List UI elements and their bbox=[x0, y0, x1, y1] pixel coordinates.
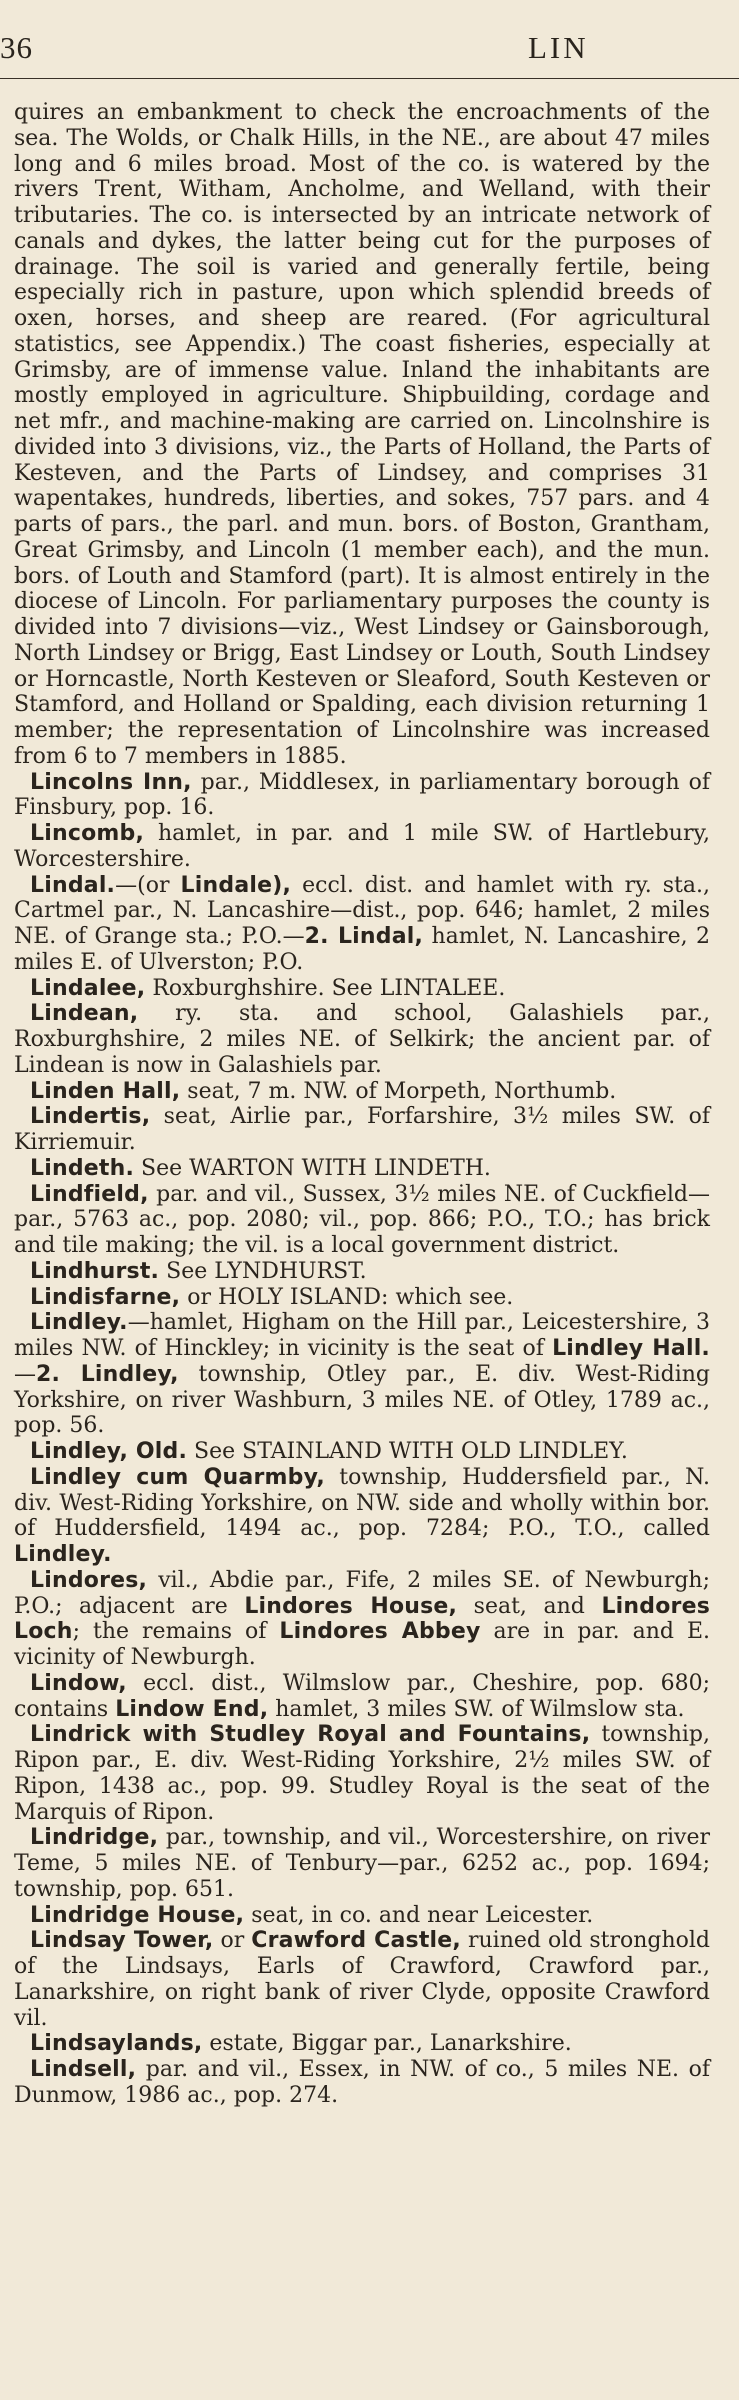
entry-text: —(or bbox=[115, 872, 181, 898]
entry-headword: Lindridge, bbox=[30, 1825, 159, 1851]
entry-text: hamlet, N. Lancashire, 2 miles E. of Ulverston; P.O. bbox=[14, 924, 710, 975]
entry-text: par., Middlesex, in parliamentary borough of Finsbury, pop. 16. bbox=[14, 769, 710, 821]
entry-headword: Lindhurst. bbox=[30, 1258, 160, 1284]
entry-text: —hamlet, Higham on the Hill par., Leicestershire, 3 miles NW. of Hinckley; in vicinity is the seat of bbox=[14, 1310, 710, 1361]
gazetteer-entry bbox=[14, 1568, 710, 1671]
running-head: LIN bbox=[528, 30, 589, 65]
entry-headword: Lindley Hall. bbox=[552, 1336, 710, 1361]
gazetteer-entry bbox=[14, 1259, 710, 1285]
entry-headword: Lindfield, bbox=[30, 1181, 149, 1207]
entry-text: vil., Abdie par., Fife, 2 miles SE. of Newburgh; P.O.; adjacent are bbox=[14, 1567, 710, 1619]
entry-headword: Lindores House, bbox=[244, 1593, 458, 1619]
entry-text: seat, 7 m. NW. of Morpeth, Northumb. bbox=[180, 1078, 617, 1104]
gazetteer-entry bbox=[14, 1903, 710, 1929]
entry-headword: Lindisfarne, bbox=[30, 1284, 181, 1310]
entry-text: ruined old stronghold of the Lindsays, Earls of Crawford, Crawford par., Lanarkshire, on right bank of river Clyde, opposite Crawford vil. bbox=[14, 1928, 711, 2031]
entry-text: eccl. dist. and hamlet with ry. sta., Cartmel par., N. Lancashire—dist., pop. 646; hamlet, 2 miles NE. of Grange sta.; P.O.— bbox=[14, 872, 710, 949]
entry-text: are in par. and E. vicinity of Newburgh. bbox=[14, 1619, 710, 1670]
entry-text: estate, Biggar par., Lanarkshire. bbox=[202, 2031, 572, 2057]
entry-text: hamlet, in par. and 1 mile SW. of Hartlebury, Worcestershire. bbox=[14, 821, 710, 872]
gazetteer-entry bbox=[14, 1671, 710, 1723]
entry-headword: Lindean, bbox=[30, 1001, 139, 1027]
entry-headword: Lindridge House, bbox=[30, 1902, 245, 1928]
entry-text: See LYNDHURST. bbox=[159, 1258, 367, 1284]
entry-headword: 2. Lindley, bbox=[36, 1361, 179, 1387]
gazetteer-entry bbox=[14, 976, 710, 1002]
entry-text: par. and vil., Sussex, 3½ miles NE. of Cuckfield—par., 5763 ac., pop. 2080; vil., pop. 866; P.O., T.O.; has brick and tile making; the vil. is a local government district. bbox=[14, 1181, 710, 1258]
entry-text: seat, and bbox=[457, 1593, 602, 1619]
entry-text: township, Huddersfield par., N. div. West-Riding Yorkshire, on NW. side and wholly within bor. of Huddersfield, 1494 ac., pop. 7284; P.O., T.O., called bbox=[14, 1464, 710, 1542]
entry-text: par. and vil., Essex, in NW. of co., 5 miles NE. of Dunmow, 1986 ac., pop. 274. bbox=[14, 2057, 710, 2108]
entry-headword: Lincolns Inn, bbox=[30, 769, 192, 795]
entry-headword: Lindsell, bbox=[30, 2057, 137, 2082]
entry-text: See WARTON WITH LINDETH. bbox=[134, 1155, 491, 1181]
entry-text: ry. sta. and school, Galashiels par., Roxburghshire, 2 miles NE. of Selkirk; the ancient par. of Lindean is now in Galashiels par. bbox=[14, 1001, 710, 1078]
entry-text: or HOLY ISLAND: which see. bbox=[180, 1284, 514, 1310]
entry-text: or bbox=[213, 1928, 252, 1954]
gazetteer-entry bbox=[14, 1722, 710, 1825]
entry-text: eccl. dist., Wilmslow par., Cheshire, pop. 680; contains bbox=[14, 1670, 710, 1722]
gazetteer-entry bbox=[14, 873, 710, 976]
gazetteer-entry bbox=[14, 1465, 710, 1568]
entry-text: seat, in co. and near Leicester. bbox=[244, 1902, 594, 1928]
entry-headword: Lindsaylands, bbox=[30, 2031, 203, 2057]
gazetteer-entry bbox=[14, 1928, 710, 2031]
entry-headword: Lindley. bbox=[30, 1310, 128, 1336]
entry-headword: Lindley cum Quarmby, bbox=[30, 1464, 325, 1490]
entry-headword: Lindores Abbey bbox=[279, 1619, 481, 1645]
entry-text: par., township, and vil., Worcestershire, on river Teme, 5 miles NE. of Tenbury—par., 6252 ac., pop. 1694; township, pop. 651. bbox=[14, 1825, 710, 1902]
entry-headword: Lindores Loch bbox=[14, 1593, 710, 1645]
entry-text: See STAINLAND WITH OLD LINDLEY. bbox=[187, 1439, 628, 1464]
entry-text: township, Otley par., E. div. West-Riding Yorkshire, on river Washburn, 3 miles NE. of Otley, 1789 ac., pop. 56. bbox=[14, 1361, 711, 1439]
entry-headword: Lindrick with Studley Royal and Fountains, bbox=[30, 1722, 591, 1748]
gazetteer-entry bbox=[14, 1079, 710, 1105]
entry-text: ; the remains of bbox=[72, 1619, 280, 1645]
page-number: 36 bbox=[0, 30, 33, 65]
entry-text: township, Ripon par., E. div. West-Riding Yorkshire, 2½ miles SW. of Ripon, 1438 ac., pop. 99. Studley Royal is the seat of the Marquis of Ripon. bbox=[14, 1722, 710, 1825]
gazetteer-entry bbox=[14, 2057, 710, 2109]
gazetteer-text bbox=[14, 100, 710, 2109]
entry-headword: Lindal. bbox=[30, 872, 116, 898]
entry-text: — bbox=[14, 1361, 36, 1387]
continued-paragraph: quires an embankment to check the encroachments of the sea. The Wolds, or Chalk Hills, in the NE., are about 47 miles long and 6 miles broad. Most of the co. is watered by the rivers Trent, Witham, Ancholme, and Welland, with their tributaries. The co. is intersected by an intricate network of canals and dykes, the latter being cut for the purposes of drainage. The soil is varied and generally fertile, being especially rich in pasture, upon which splendid breeds of oxen, horses, and sheep are reared. (For agricultural statistics, see Appendix.) The coast fisheries, especially at Grimsby, are of immense value. Inland the inhabitants are mostly employed in agriculture. Shipbuilding, cordage and net mfr., and machine-making are carried on. Lincolnshire is divided into 3 divisions, viz., the Parts of Holland, the Parts of Kesteven, and the Parts of Lindsey, and comprises 31 wapentakes, hundreds, liberties, and sokes, 757 pars. and 4 parts of pars., the parl. and mun. bors. of Boston, Grantham, Great Grimsby, and Lincoln (1 member each), and the mun. bors. of Louth and Stamford (part). It is almost entirely in the diocese of Lincoln. For parliamentary purposes the county is divided into 7 divisions—viz., West Lindsey or Gainsborough, North Lindsey or Brigg, East Lindsey or Louth, South Lindsey or Horncastle, North Kesteven or Sleaford, South Kesteven or Stamford, and Holland or Spalding, each division returning 1 member; the representation of Lincolnshire was increased from 6 to 7 members in 1885. bbox=[14, 100, 710, 769]
entry-headword: Crawford Castle, bbox=[251, 1928, 461, 1954]
gazetteer-entry bbox=[14, 770, 710, 822]
entry-headword: Lindalee, bbox=[30, 975, 146, 1001]
entry-text: seat, Airlie par., Forfarshire, 3½ miles SW. of Kirriemuir. bbox=[14, 1104, 710, 1155]
gazetteer-entry bbox=[14, 821, 710, 873]
gazetteer-entry bbox=[14, 1439, 710, 1465]
entry-headword: Lindow End, bbox=[115, 1696, 269, 1722]
entry-headword: Lindale), bbox=[180, 872, 292, 898]
gazetteer-entry bbox=[14, 1825, 710, 1902]
entry-headword: Lindertis, bbox=[30, 1104, 151, 1130]
entry-headword: Lindow, bbox=[30, 1670, 127, 1696]
entry-text: Roxburghshire. See LINTALEE. bbox=[145, 975, 506, 1001]
gazetteer-entry bbox=[14, 1182, 710, 1259]
entry-text: hamlet, 3 miles SW. of Wilmslow sta. bbox=[268, 1696, 685, 1722]
entry-headword: 2. Lindal, bbox=[304, 924, 424, 949]
gazetteer-entry bbox=[14, 2031, 710, 2057]
entry-headword: Lincomb, bbox=[30, 821, 145, 846]
gazetteer-entry bbox=[14, 1001, 710, 1078]
entry-headword: Lindley. bbox=[14, 1542, 112, 1567]
gazetteer-entry bbox=[14, 1156, 710, 1182]
gazetteer-entry bbox=[14, 1310, 710, 1439]
page-header bbox=[0, 0, 739, 74]
header-rule bbox=[0, 78, 739, 79]
entry-headword: Lindores, bbox=[30, 1567, 148, 1593]
gazetteer-entry bbox=[14, 1104, 710, 1156]
entry-headword: Lindeth. bbox=[30, 1155, 135, 1181]
entry-headword: Lindsay Tower, bbox=[30, 1928, 214, 1954]
entry-headword: Lindley, Old. bbox=[30, 1439, 188, 1464]
gazetteer-entry bbox=[14, 1285, 710, 1311]
entry-headword: Linden Hall, bbox=[30, 1078, 181, 1104]
